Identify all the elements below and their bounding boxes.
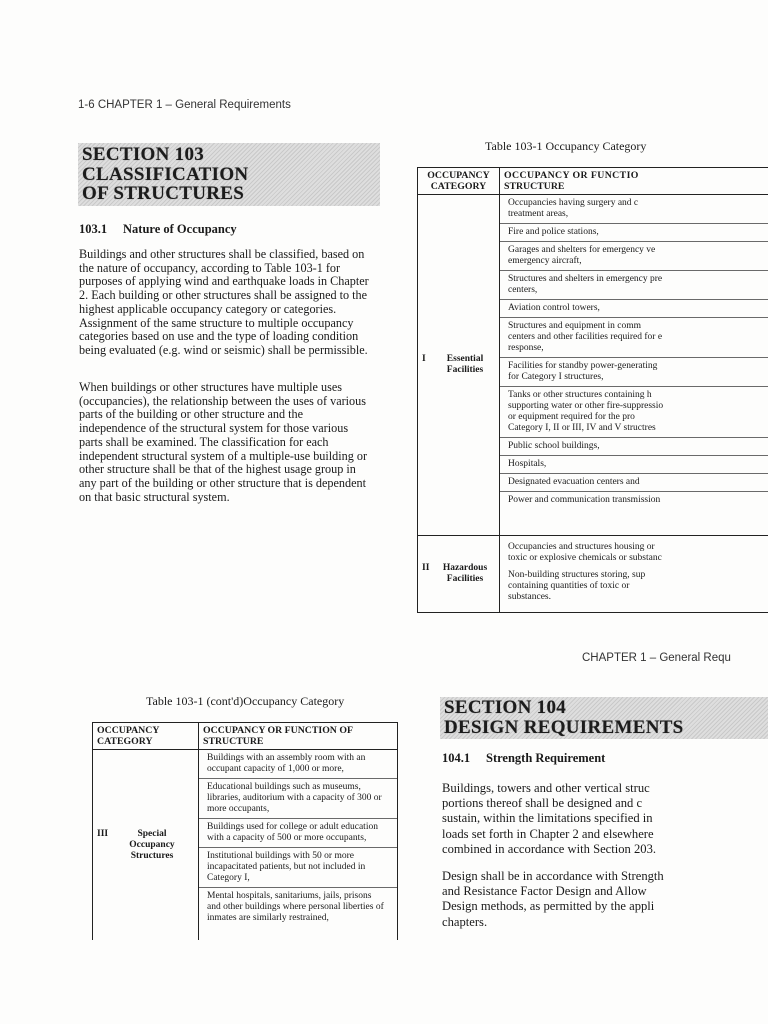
function-line: Institutional buildings with 50 or more [207, 851, 354, 861]
category-cell [418, 195, 500, 536]
header-line: STRUCTURE [504, 181, 565, 192]
function-line: Hospitals, [508, 459, 547, 469]
function-item [500, 242, 768, 271]
function-line: for Category I structures, [508, 372, 604, 382]
paragraph-nature-of-occupancy [79, 248, 381, 358]
function-item [500, 195, 768, 224]
function-item [500, 438, 768, 456]
right-running-head: CHAPTER 1 – General Requ [582, 652, 731, 664]
paragraph-multiple-uses [79, 381, 381, 504]
paragraph-line: categories based on use and the type of loading condition [79, 330, 359, 344]
function-item [500, 474, 768, 492]
function-line: Designated evacuation centers and [508, 477, 640, 487]
table-row-category-i [418, 195, 768, 536]
function-item [500, 536, 768, 567]
paragraph-line: Assignment of the same structure to multiple occupancy [79, 316, 354, 330]
paragraph-line: other structure shall be that of the highest usage group in [79, 463, 356, 477]
paragraph-line: highest applicable occupancy category or categories. [79, 302, 337, 316]
function-line: Buildings with an assembly room with an [207, 753, 366, 763]
function-item [500, 358, 768, 387]
paragraph-line: When buildings or other structures have multiple uses [79, 381, 342, 394]
function-line: Facilities for standby power-generating [508, 361, 658, 371]
function-line: Fire and police stations, [508, 227, 599, 237]
function-line: Public school buildings, [508, 441, 600, 451]
function-line: containing quantities of toxic or [508, 581, 630, 591]
header-occupancy-function [199, 723, 398, 750]
function-line: Garages and shelters for emergency ve [508, 245, 656, 255]
paragraph-line: any part of the building or other structure that is dependent [79, 476, 367, 490]
paragraph-line: Buildings and other structures shall be classified, based on [79, 248, 365, 261]
paragraph-line: loads set forth in Chapter 2 and elsewhere [442, 826, 654, 841]
paragraph-design-methods [442, 869, 768, 930]
function-line: centers and other facilities required for e [508, 332, 663, 342]
function-line: Power and communication transmission [508, 495, 661, 505]
header-occupancy-function [500, 168, 768, 195]
header-occupancy-category: OCCUPANCY CATEGORY [418, 168, 500, 195]
function-line: occupant capacity of 1,000 or more, [207, 764, 344, 774]
function-item [199, 779, 397, 819]
function-line: Non-building structures storing, sup [508, 570, 646, 580]
function-line: more occupants, [207, 804, 270, 814]
function-item [500, 271, 768, 300]
occupancy-table-1 [417, 167, 768, 613]
section-heading-line: CLASSIFICATION [82, 163, 249, 185]
function-line: libraries, auditorium with a capacity of 300 or [207, 793, 382, 803]
function-line: Structures and equipment in comm [508, 321, 641, 331]
subsection-number: 103.1 [79, 222, 108, 236]
paragraph-line: and Resistance Factor Design and Allow [442, 884, 647, 899]
function-line: supporting water or other fire-suppressio [508, 401, 664, 411]
paragraph-line: Buildings, towers and other vertical struc [442, 781, 650, 795]
section-104-heading [440, 697, 768, 739]
function-line: Buildings used for college or adult education [207, 822, 378, 832]
paragraph-line: purposes of applying wind and earthquake loads in Chapter [79, 275, 369, 289]
paragraph-line: portions thereof shall be designed and c [442, 796, 643, 811]
function-line: and other buildings where personal liberties of [207, 902, 384, 912]
function-line: Category I, II or III, IV and V structres [508, 423, 656, 433]
table-103-1-contd-title: Table 103-1 (cont'd)Occupancy Category [146, 694, 345, 708]
left-running-head: 1-6 CHAPTER 1 – General Requirements [78, 99, 291, 111]
function-line: response, [508, 343, 544, 353]
function-line: emergency aircraft, [508, 256, 582, 266]
function-cell [500, 195, 768, 536]
paragraph-line: parts of the building or other structure and the [79, 408, 304, 422]
category-name: Special Occupancy Structures [129, 828, 175, 861]
table-103-1-title: Table 103-1 Occupancy Category [485, 139, 647, 153]
function-line: Occupancies having surgery and c [508, 198, 639, 208]
function-item [500, 224, 768, 242]
function-line: centers, [508, 285, 538, 295]
function-line: toxic or explosive chemicals or substanc [508, 553, 662, 563]
occupancy-table-2 [92, 722, 398, 940]
function-item [199, 819, 397, 848]
category-number: I [422, 354, 426, 364]
subsection-104-1-heading [442, 751, 605, 766]
section-heading-line: DESIGN REQUIREMENTS [444, 716, 684, 738]
function-item [500, 387, 768, 438]
function-item [199, 888, 397, 927]
subsection-title: Strength Requirement [486, 751, 606, 765]
subsection-title: Nature of Occupancy [123, 222, 237, 236]
function-cell [199, 750, 398, 941]
header-line: OCCUPANCY OR FUNCTION OF [203, 725, 353, 736]
paragraph-line: the nature of occupancy, according to Table 103-1 for [79, 261, 341, 275]
category-cell [93, 750, 199, 941]
category-number: III [97, 828, 109, 839]
table-row-category-iii [93, 750, 398, 941]
section-heading-line: OF STRUCTURES [82, 183, 245, 204]
paragraph-line: being evaluated (e.g. wind or seismic) shall be permissible. [79, 343, 368, 357]
paragraph-line: Design shall be in accordance with Strength [442, 869, 664, 883]
table-row-category-ii [418, 536, 768, 613]
function-line: treatment areas, [508, 209, 569, 219]
paragraph-line: combined in accordance with Section 203. [442, 841, 657, 856]
header-occupancy-category: OCCUPANCY CATEGORY [93, 723, 199, 750]
paragraph-strength-requirement [442, 781, 768, 857]
section-103-heading [78, 143, 380, 206]
category-number: II [422, 563, 430, 573]
function-item [199, 848, 397, 888]
function-line: incapacitated patients, but not included in [207, 862, 366, 872]
function-line: or equipment required for the pro [508, 412, 635, 422]
table-103-1-contd-clip [92, 722, 398, 946]
function-cell [500, 536, 768, 613]
table-103-1-clip [417, 167, 768, 619]
header-line: STRUCTURE [203, 736, 264, 747]
function-line: Category I, [207, 873, 250, 883]
paragraph-line: sustain, within the limitations specified in [442, 811, 653, 826]
paragraph-line: Design methods, as permitted by the appli [442, 899, 655, 914]
section-heading-line: SECTION 103 [82, 144, 205, 165]
function-item [500, 456, 768, 474]
function-line: Educational buildings such as museums, [207, 782, 361, 792]
category-cell [418, 536, 500, 613]
category-name: Hazardous Facilities [442, 563, 488, 584]
paragraph-line: 2. Each building or other structures shall be assigned to the [79, 289, 368, 303]
subsection-103-1-heading [79, 222, 237, 237]
paragraph-line: chapters. [442, 914, 488, 929]
category-name: Essential Facilities [446, 354, 484, 375]
paragraph-line: on that basic structural system. [79, 490, 230, 504]
function-line: substances. [508, 592, 552, 602]
section-heading-line: SECTION 104 [444, 697, 567, 718]
function-item [500, 318, 768, 358]
subsection-number: 104.1 [442, 751, 471, 765]
function-item [500, 567, 768, 606]
paragraph-line: (occupancies), the relationship between the uses of various [79, 394, 366, 408]
function-line: Mental hospitals, sanitariums, jails, prisons [207, 891, 372, 901]
header-line: OCCUPANCY OR FUNCTIO [504, 170, 639, 181]
function-item [500, 492, 768, 509]
function-line: Aviation control towers, [508, 303, 600, 313]
function-line: Structures and shelters in emergency pre [508, 274, 663, 284]
function-item [500, 300, 768, 318]
paragraph-line: parts shall be examined. The classification for each [79, 435, 329, 449]
function-item [199, 750, 397, 779]
function-line: Occupancies and structures housing or [508, 542, 655, 552]
function-line: inmates are similarly restrained, [207, 913, 329, 923]
function-line: with a capacity of 500 or more occupants, [207, 833, 367, 843]
paragraph-line: independent structural system of a multiple-use building or [79, 449, 368, 463]
paragraph-line: independence of the structural system for those various [79, 422, 349, 436]
function-line: Tanks or other structures containing h [508, 390, 652, 400]
